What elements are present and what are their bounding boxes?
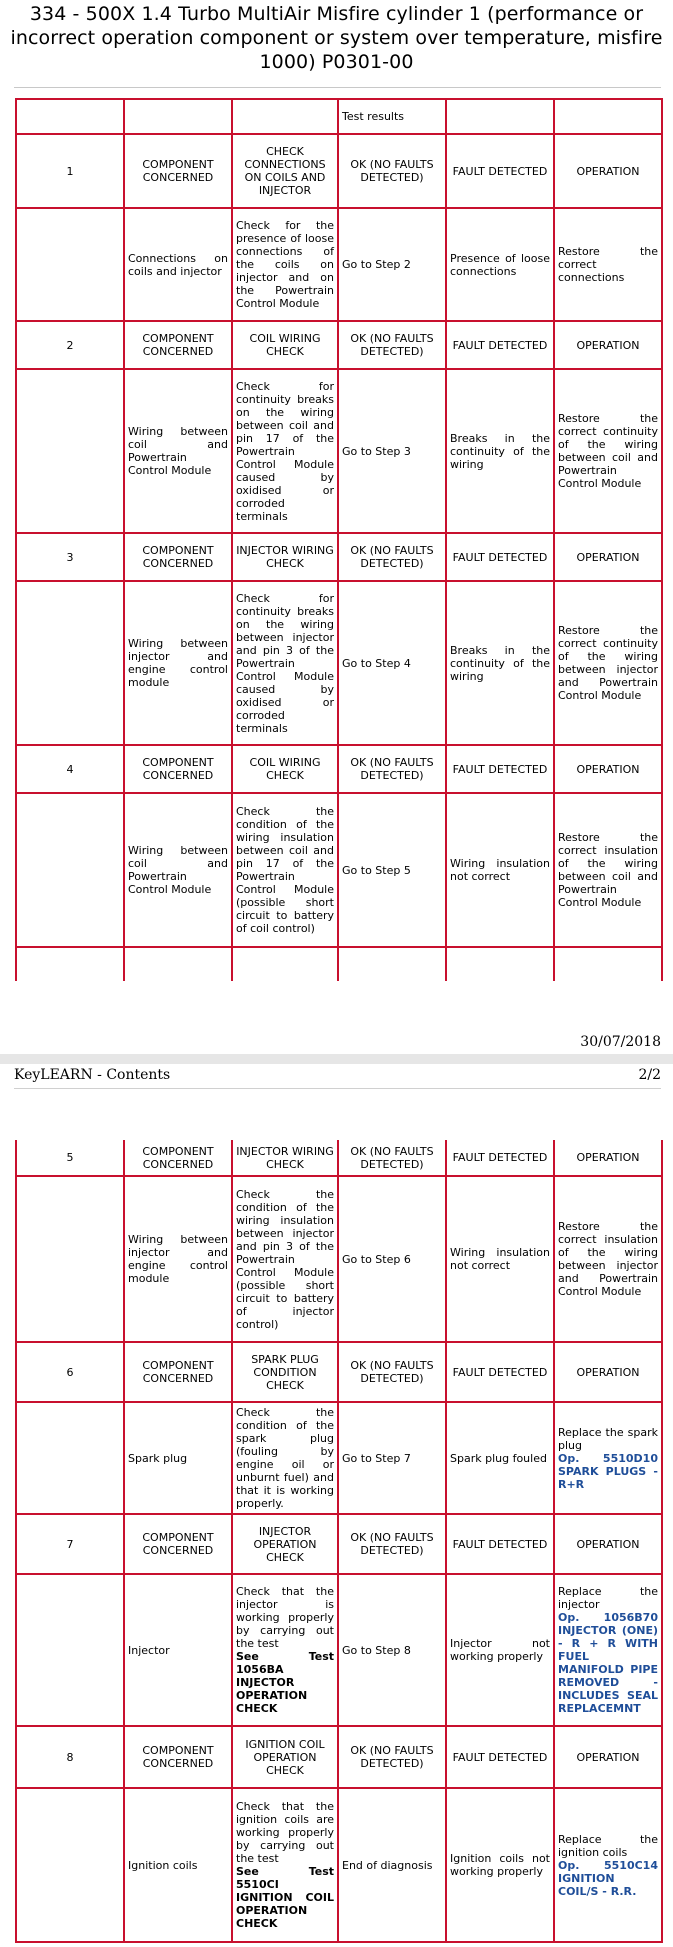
operation-header: OPERATION [554,745,662,793]
fault-header: FAULT DETECTED [446,745,554,793]
fault-header: FAULT DETECTED [446,1514,554,1574]
step-number: 7 [16,1514,124,1574]
component-text: Ignition coils [124,1788,232,1942]
operation-cell [554,1574,662,1726]
check-text: Check for continuity breaks on the wiring between injector and pin 3 of the Powertrain Control Module caused by oxidised or corroded terminals [232,581,338,745]
operation-procedure-link[interactable]: Op. 5510C14 IGNITION COIL/S - R.R. [558,1858,658,1898]
step-number: 6 [16,1342,124,1402]
step-header-row [16,745,662,793]
fault-text: Breaks in the continuity of the wiring [446,581,554,745]
operation-procedure-link[interactable]: Op. 5510D10 SPARK PLUGS - R+R [558,1451,658,1491]
check-title: INJECTOR WIRING CHECK [232,533,338,581]
step-header-row [16,1342,662,1402]
operation-text: Restore the correct insulation of the wiring between injector and Powertrain Control Module [554,1176,662,1342]
component-text: Wiring between coil and Powertrain Control Module [124,793,232,947]
component-text: Wiring between injector and engine control module [124,1176,232,1342]
check-test-reference[interactable]: See Test 5510CI IGNITION COIL OPERATION CHECK [236,1865,334,1930]
step-detail-row [16,793,662,947]
component-header: COMPONENT CONCERNED [124,1342,232,1402]
operation-text: Replace the injector [558,1585,658,1611]
step-detail-row [16,1176,662,1342]
page-number: 2/2 [638,1067,661,1083]
ok-header: OK (NO FAULTS DETECTED) [338,1342,446,1402]
check-test-reference[interactable]: See Test 1056BA INJECTOR OPERATION CHECK [236,1650,334,1715]
page-break-band [0,1054,673,1064]
step-number: 2 [16,321,124,369]
check-text: Check for continuity breaks on the wiring between coil and pin 17 of the Powertrain Control Module caused by oxidised or corroded terminals [232,369,338,533]
operation-header: OPERATION [554,1514,662,1574]
step-header-row [16,134,662,208]
fault-header: FAULT DETECTED [446,1342,554,1402]
ok-text: Go to Step 5 [338,793,446,947]
fault-text: Presence of loose connections [446,208,554,321]
ok-text: Go to Step 6 [338,1176,446,1342]
check-cell [232,1574,338,1726]
ok-header: OK (NO FAULTS DETECTED) [338,533,446,581]
fault-text: Wiring insulation not correct [446,1176,554,1342]
ok-text: Go to Step 7 [338,1402,446,1514]
fault-text: Injector not working properly [446,1574,554,1726]
step-number: 5 [16,1140,124,1176]
component-header: COMPONENT CONCERNED [124,321,232,369]
operation-header: OPERATION [554,321,662,369]
component-header: COMPONENT CONCERNED [124,1514,232,1574]
component-text: Connections on coils and injector [124,208,232,321]
fault-header: FAULT DETECTED [446,134,554,208]
step-detail-row [16,1788,662,1942]
component-text: Injector [124,1574,232,1726]
ok-text: End of diagnosis [338,1788,446,1942]
step-number: 1 [16,134,124,208]
test-results-label: Test results [338,99,446,134]
fault-text: Wiring insulation not correct [446,793,554,947]
operation-header: OPERATION [554,1140,662,1176]
test-results-table-page-2 [15,1140,663,1943]
ok-text: Go to Step 4 [338,581,446,745]
table-continuation-row [16,947,662,981]
step-header-row [16,1140,662,1176]
check-title: COIL WIRING CHECK [232,745,338,793]
ok-header: OK (NO FAULTS DETECTED) [338,321,446,369]
check-title: IGNITION COIL OPERATION CHECK [232,1726,338,1788]
component-header: COMPONENT CONCERNED [124,533,232,581]
step-header-row [16,1514,662,1574]
component-header: COMPONENT CONCERNED [124,1140,232,1176]
ok-text: Go to Step 2 [338,208,446,321]
check-text: Check the condition of the wiring insulation between coil and pin 17 of the Powertrain Control Module (possible short circuit to battery of coil control) [232,793,338,947]
title-divider [14,87,661,88]
operation-header: OPERATION [554,1342,662,1402]
fault-header: FAULT DETECTED [446,321,554,369]
ok-header: OK (NO FAULTS DETECTED) [338,134,446,208]
footer-divider [14,1088,661,1089]
print-date: 30/07/2018 [580,1034,661,1050]
check-text: Check that the ignition coils are working properly by carrying out the test [236,1800,334,1865]
fault-text: Breaks in the continuity of the wiring [446,369,554,533]
component-header: COMPONENT CONCERNED [124,134,232,208]
step-number: 4 [16,745,124,793]
operation-header: OPERATION [554,134,662,208]
check-title: INJECTOR OPERATION CHECK [232,1514,338,1574]
fault-header: FAULT DETECTED [446,1140,554,1176]
step-header-row [16,1726,662,1788]
step-detail-row [16,1574,662,1726]
check-text: Check that the injector is working properly by carrying out the test [236,1585,334,1650]
step-detail-row [16,369,662,533]
operation-cell [554,1402,662,1514]
step-detail-row [16,581,662,745]
step-number: 8 [16,1726,124,1788]
component-header: COMPONENT CONCERNED [124,1726,232,1788]
check-title: SPARK PLUG CONDITION CHECK [232,1342,338,1402]
test-results-table-page-1 [15,98,663,981]
check-title: COIL WIRING CHECK [232,321,338,369]
operation-procedure-link[interactable]: Op. 1056B70 INJECTOR (ONE) - R + R WITH FUEL MANIFOLD PIPE REMOVED - INCLUDES SEAL REPLACEMNT [558,1611,658,1715]
fault-text: Spark plug fouled [446,1402,554,1514]
check-title: CHECK CONNECTIONS ON COILS AND INJECTOR [232,134,338,208]
check-title: INJECTOR WIRING CHECK [232,1140,338,1176]
step-number: 3 [16,533,124,581]
operation-text: Replace the ignition coils [558,1832,658,1859]
check-text: Check the condition of the spark plug (fouling by engine oil or unburnt fuel) and that it is working properly. [232,1402,338,1514]
fault-header: FAULT DETECTED [446,533,554,581]
component-header: COMPONENT CONCERNED [124,745,232,793]
step-header-row [16,533,662,581]
check-text: Check for the presence of loose connections of the coils on injector and on the Powertrain Control Module [232,208,338,321]
operation-text: Restore the correct continuity of the wiring between injector and Powertrain Control Module [554,581,662,745]
fault-text: Ignition coils not working properly [446,1788,554,1942]
ok-header: OK (NO FAULTS DETECTED) [338,745,446,793]
check-cell [232,1788,338,1942]
fault-header: FAULT DETECTED [446,1726,554,1788]
component-text: Wiring between coil and Powertrain Control Module [124,369,232,533]
operation-header: OPERATION [554,1726,662,1788]
ok-text: Go to Step 8 [338,1574,446,1726]
component-text: Wiring between injector and engine control module [124,581,232,745]
step-header-row [16,321,662,369]
operation-text: Restore the correct continuity of the wiring between coil and Powertrain Control Module [554,369,662,533]
ok-header: OK (NO FAULTS DETECTED) [338,1514,446,1574]
step-detail-row [16,208,662,321]
component-text: Spark plug [124,1402,232,1514]
source-label: KeyLEARN - Contents [14,1067,171,1083]
operation-text: Restore the correct connections [554,208,662,321]
operation-header: OPERATION [554,533,662,581]
ok-header: OK (NO FAULTS DETECTED) [338,1726,446,1788]
document-title: 334 - 500X 1.4 Turbo MultiAir Misfire cylinder 1 (performance or incorrect operation component or system over temperature, misfire 1000) P0301-00 [10,3,663,73]
ok-header: OK (NO FAULTS DETECTED) [338,1140,446,1176]
operation-cell [554,1788,662,1942]
step-detail-row [16,1402,662,1514]
operation-text: Restore the correct insulation of the wiring between coil and Powertrain Control Module [554,793,662,947]
ok-text: Go to Step 3 [338,369,446,533]
operation-text: Replace the spark plug [558,1425,658,1452]
check-text: Check the condition of the wiring insulation between injector and pin 3 of the Powertrain Control Module (possible short circuit to battery of injector control) [232,1176,338,1342]
table-header-row [16,99,662,134]
